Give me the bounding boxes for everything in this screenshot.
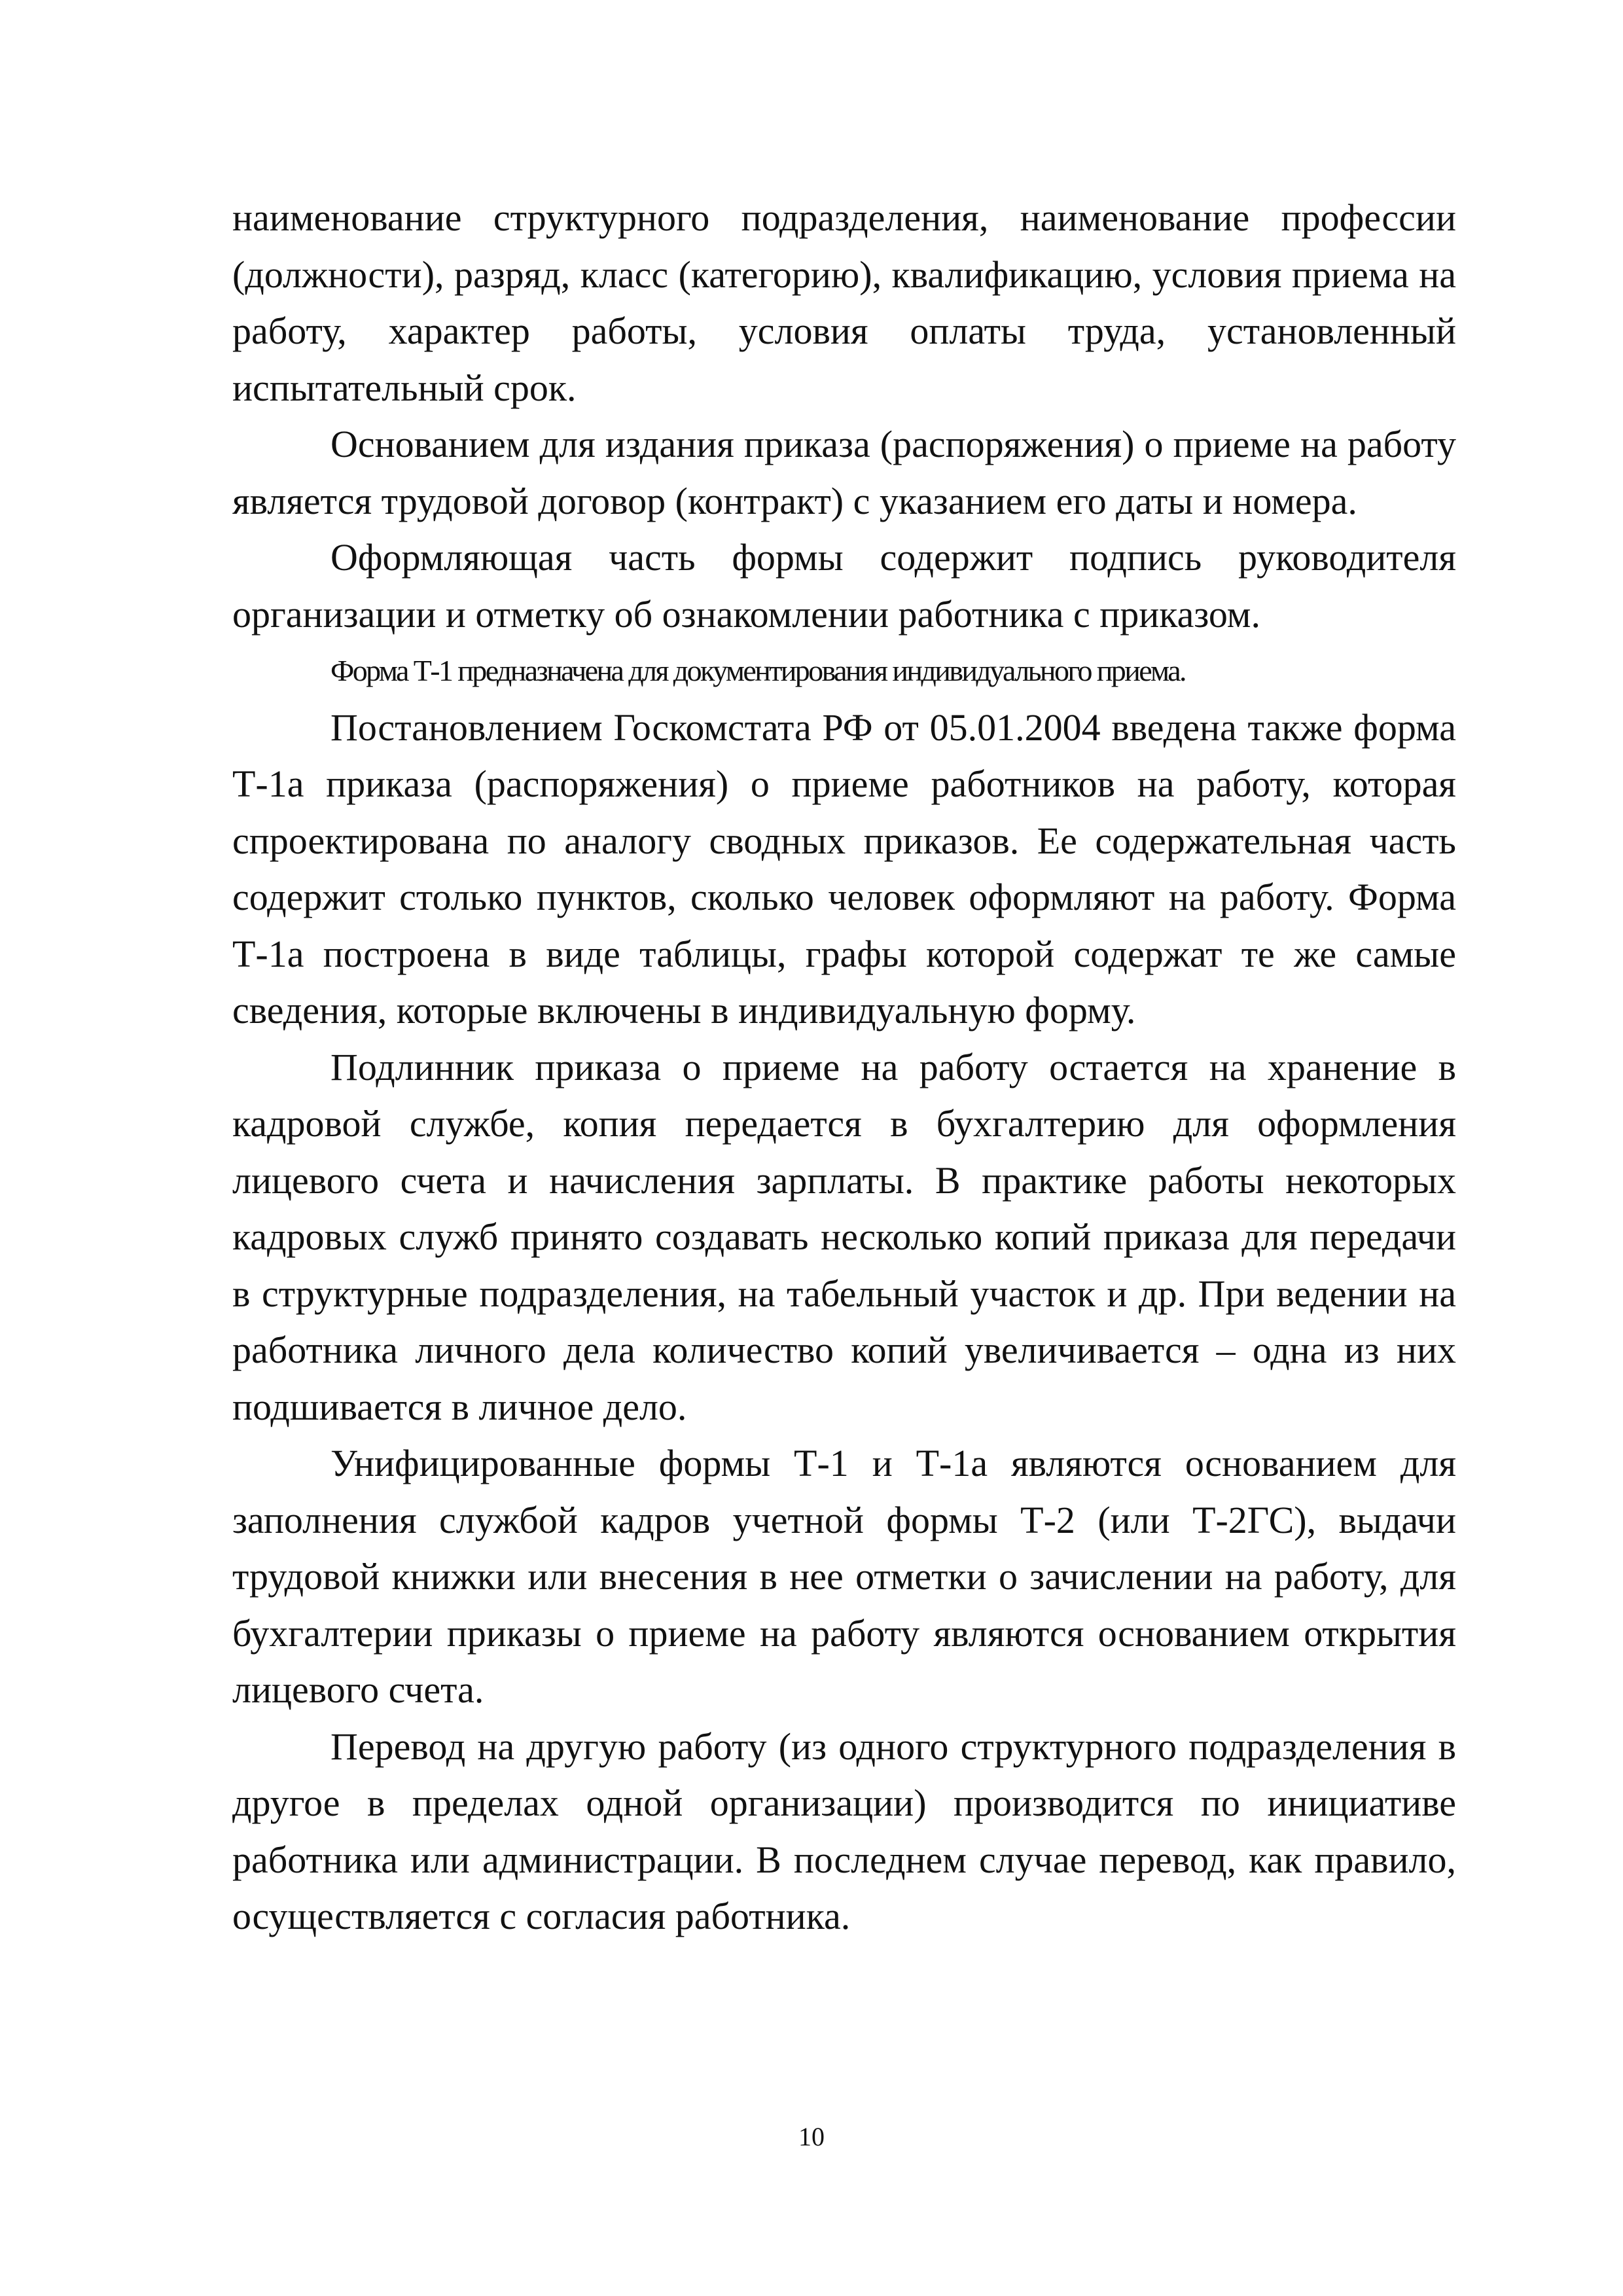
paragraph-unified-forms: Унифицированные формы Т-1 и Т-1а являются основанием для заполнения службой кадров учетной формы Т-2 (или Т-2ГС), выдачи трудовой книжки или внесения в нее отметки о зачислении на работу, для бухгалтерии приказы о приеме на работу являются основанием открытия лицевого счета. <box>232 1442 1456 1711</box>
paragraph-order-basis: Основанием для издания приказа (распоряжения) о приеме на работу является трудовой договор (контракт) с указанием его даты и номера. <box>232 423 1456 522</box>
paragraph-signature-part: Оформляющая часть формы содержит подпись руководителя организации и отметку об ознакомлении работника с приказом. <box>232 536 1456 636</box>
paragraph-position-details: наименование структурного подразделения, наименование профессии (должности), разряд, класс (категорию), квалификацию, условия приема на работу, характер работы, условия оплаты труда, установленный испытательный срок. <box>232 196 1456 409</box>
page-number: 10 <box>798 2122 825 2151</box>
paragraph-form-t1: Форма Т-1 предназначена для документирования индивидуального приема. <box>330 654 1185 687</box>
paragraph-original-copies: Подлинник приказа о приеме на работу остается на хранение в кадровой службе, копия передается в бухгалтерию для оформления лицевого счета и начисления зарплаты. В практике работы некоторых кадровых служб принято создавать несколько копий приказа для передачи в структурные подразделения, на табельный участок и др. При ведении на работника личного дела количество копий увеличивается – одна из них подшивается в личное дело. <box>232 1045 1456 1428</box>
document-body <box>232 190 1456 1945</box>
paragraph-transfer: Перевод на другую работу (из одного структурного подразделения в другое в пределах одной организации) производится по инициативе работника или администрации. В последнем случае перевод, как правило, осуществляется с согласия работника. <box>232 1725 1456 1937</box>
paragraph-form-t1a: Постановлением Госкомстата РФ от 05.01.2004 введена также форма Т-1а приказа (распоряжения) о приеме работников на работу, которая спроектирована по аналогу сводных приказов. Ее содержательная часть содержит столько пунктов, сколько человек оформляют на работу. Форма Т-1а построена в виде таблицы, графы которой содержат те же самые сведения, которые включены в индивидуальную форму. <box>232 706 1456 1031</box>
